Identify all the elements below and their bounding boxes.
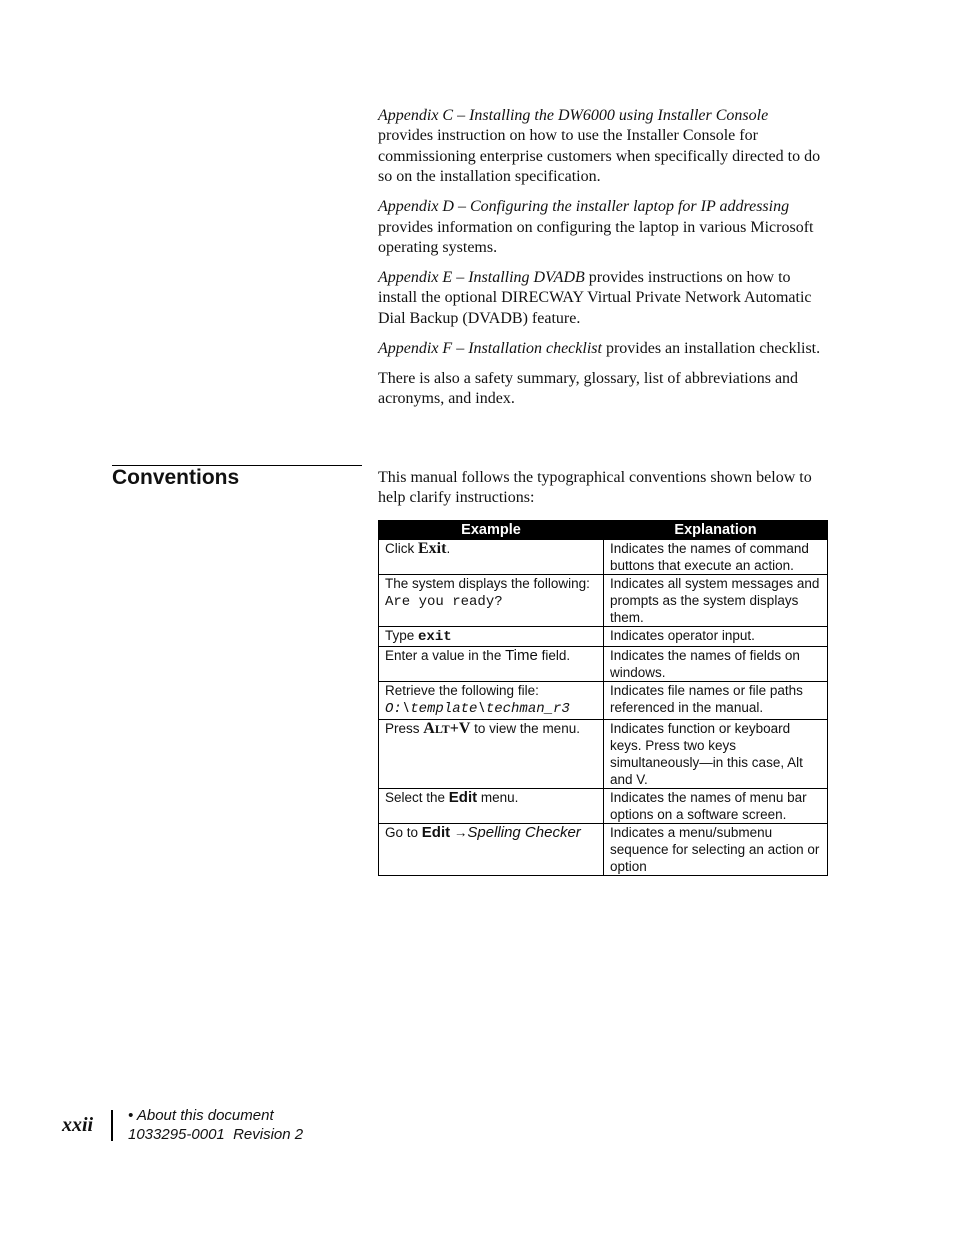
appendix-f-paragraph xyxy=(378,339,833,359)
closing-paragraph: There is also a safety summary, glossary, list of abbreviations and acronyms, and index. xyxy=(378,369,799,408)
table-row xyxy=(379,720,828,789)
page-number: xxii xyxy=(62,1114,94,1136)
table-row xyxy=(379,647,828,682)
example-cell xyxy=(379,789,604,824)
appendix-f-body: provides an installation checklist. xyxy=(605,339,821,357)
appendix-e-title: Appendix E – Installing DVADB xyxy=(378,269,585,287)
example-suffix: to view the menu. xyxy=(470,721,580,736)
example-line: Retrieve the following file: xyxy=(385,683,539,698)
footer-doc-id: 1033295-0001 Revision 2 xyxy=(128,1126,304,1143)
example-cell xyxy=(379,720,604,789)
appendix-e-body: provides instructions on how to install the optional DIRECWAY Virtual Private Network Automatic Dial Backup (DVADB) feature. xyxy=(378,269,812,327)
table-row xyxy=(379,789,828,824)
example-line: The system displays the following: xyxy=(385,576,590,591)
example-cell xyxy=(379,647,604,682)
explanation-cell: Indicates the names of fields on windows. xyxy=(604,647,828,682)
example-cell xyxy=(379,627,604,647)
footer-section: • About this document xyxy=(128,1107,274,1124)
example-suffix: . xyxy=(446,541,451,556)
intro-text-block xyxy=(378,106,833,419)
appendix-f-title: Appendix F – Installation checklist xyxy=(378,339,602,357)
explanation-cell: Indicates the names of command buttons that execute an action. xyxy=(604,540,828,575)
example-cell xyxy=(379,824,604,876)
table-header-row xyxy=(379,521,828,540)
key-a: A xyxy=(423,720,435,737)
header-explanation: Explanation xyxy=(604,521,828,540)
example-term: Edit xyxy=(448,789,478,806)
header-example: Example xyxy=(379,521,604,540)
example-suffix: field. xyxy=(537,648,571,663)
example-mono: O:\template\techman_r3 xyxy=(385,701,570,717)
example-cell xyxy=(379,682,604,720)
appendix-c-body: provides instruction on how to use the Installer Console for commissioning enterprise customers when specifically directed to do so on the installation specification. xyxy=(378,127,821,186)
arrow-icon: → xyxy=(450,825,468,840)
footer-info xyxy=(128,1106,303,1144)
appendix-c-title: Appendix C – Installing the DW6000 using Installer Console xyxy=(378,107,769,124)
example-suffix: menu. xyxy=(477,790,519,805)
explanation-cell: Indicates a menu/submenu sequence for selecting an action or option xyxy=(604,824,828,876)
explanation-cell: Indicates function or keyboard keys. Press two keys simultaneously—in this case, Alt and V. xyxy=(604,720,828,789)
table-row xyxy=(379,575,828,627)
explanation-cell: Indicates operator input. xyxy=(604,627,828,647)
example-term: exit xyxy=(418,629,452,645)
table-row xyxy=(379,824,828,876)
example-prefix: Type xyxy=(385,628,419,643)
example-term: Time xyxy=(505,647,538,664)
conventions-heading: Conventions xyxy=(112,466,240,489)
example-prefix: Select the xyxy=(385,790,449,805)
example-mono: Are you ready? xyxy=(385,594,503,610)
example-italic: Spelling Checker xyxy=(467,824,581,841)
example-key-combo xyxy=(423,720,470,737)
explanation-cell: Indicates all system messages and prompts as the system displays them. xyxy=(604,575,828,627)
appendix-d-title: Appendix D – Configuring the installer laptop for IP addressing xyxy=(378,198,790,216)
example-prefix: Press xyxy=(385,721,424,736)
explanation-cell: Indicates file names or file paths referenced in the manual. xyxy=(604,682,828,720)
example-term: Edit xyxy=(421,824,451,841)
appendix-e-paragraph xyxy=(378,268,833,329)
conventions-table xyxy=(378,520,828,876)
table-row xyxy=(379,627,828,647)
appendix-d-body: provides information on configuring the laptop in various Microsoft operating systems. xyxy=(378,218,814,257)
example-term: Exit xyxy=(418,540,447,557)
example-prefix: Enter a value in the xyxy=(385,648,506,663)
table-row xyxy=(379,540,828,575)
key-rest: +V xyxy=(449,720,471,737)
example-prefix: Click xyxy=(385,541,418,556)
table-row xyxy=(379,682,828,720)
appendix-c-paragraph xyxy=(378,106,833,188)
example-cell xyxy=(379,575,604,627)
footer-divider xyxy=(111,1110,113,1141)
key-lt: LT xyxy=(434,722,450,736)
example-prefix: Go to xyxy=(385,825,422,840)
conventions-intro: This manual follows the typographical conventions shown below to help clarify instructions: xyxy=(378,469,812,507)
explanation-cell: Indicates the names of menu bar options on a software screen. xyxy=(604,789,828,824)
appendix-d-paragraph xyxy=(378,197,833,258)
example-cell xyxy=(379,540,604,575)
